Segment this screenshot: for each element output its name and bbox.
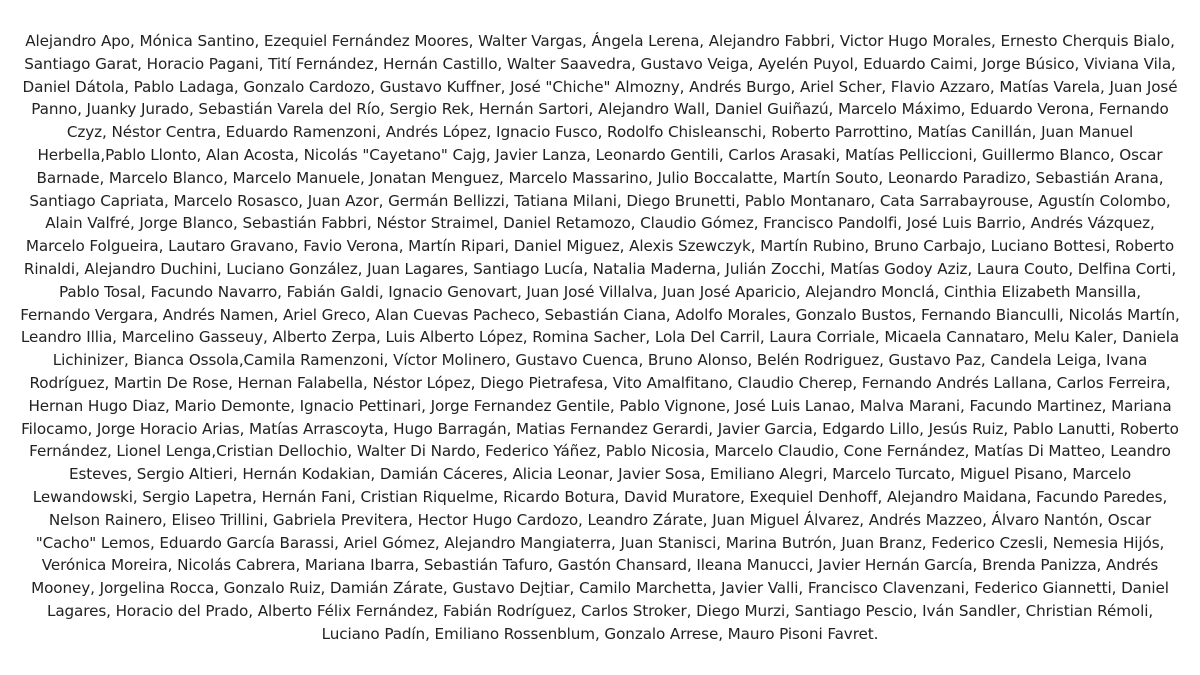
signatories-list: Alejandro Apo, Mónica Santino, Ezequiel Fernández Moores, Walter Vargas, Ángela Lerena, Alejandro Fabbri, Victor Hugo Morales, Ernesto Cherquis Bialo, Santiago Garat, Horacio Pagani, Tití Fernández, Hernán Castillo, Walter Saavedra, Gustavo Veiga, Ayelén Puyol, Eduardo Caimi, Jorge Búsico, Viviana Vila, Daniel Dátola, Pablo Ladaga, Gonzalo Cardozo, Gustavo Kuffner, José "Chiche" Almozny, Andrés Burgo, Ariel Scher, Flavio Azzaro, Matías Varela, Juan José Panno, Juanky Jurado, Sebastián Varela del Río, Sergio Rek, Hernán Sartori, Alejandro Wall, Daniel Guiñazú, Marcelo Máximo, Eduardo Verona, Fernando Czyz, Néstor Centra, Eduardo Ramenzoni, Andrés López, Ignacio Fusco, Rodolfo Chisleanschi, Roberto Parrottino, Matías Canillán, Juan Manuel Herbella,Pablo Llonto, Alan Acosta, Nicolás "Cayetano" Cajg, Javier Lanza, Leonardo Gentili, Carlos Arasaki, Matías Pelliccioni, Guillermo Blanco, Oscar Barnade, Marcelo Blanco, Marcelo Manuele, Jonatan Menguez, Marcelo Massarino, Julio Boccalatte, Martín Souto, Leonardo Paradizo, Sebastián Arana, Santiago Capriata, Marcelo Rosasco, Juan Azor, Germán Bellizzi, Tatiana Milani, Diego Brunetti, Pablo Montanaro, Cata Sarrabayrouse, Agustín Colombo, Alain Valfré, Jorge Blanco, Sebastián Fabbri, Néstor Straimel, Daniel Retamozo, Claudio Gómez, Francisco Pandolfi, José Luis Barrio, Andrés Vázquez, Marcelo Folgueira, Lautaro Gravano, Favio Verona, Martín Ripari, Daniel Miguez, Alexis Szewczyk, Martín Rubino, Bruno Carbajo, Luciano Bottesi, Roberto Rinaldi, Alejandro Duchini, Luciano González, Juan Lagares, Santiago Lucía, Natalia Maderna, Julián Zocchi, Matías Godoy Aziz, Laura Couto, Delfina Corti, Pablo Tosal, Facundo Navarro, Fabián Galdi, Ignacio Genovart, Juan José Villalva, Juan José Aparicio, Alejandro Monclá, Cinthia Elizabeth Mansilla, Fernando Vergara, Andrés Namen, Ariel Greco, Alan Cuevas Pacheco, Sebastián Ciana, Adolfo Morales, Gonzalo Bustos, Fernando Bianculli, Nicolás Martín, Leandro Illia, Marcelino Gasseuy, Alberto Zerpa, Luis Alberto López, Romina Sacher, Lola Del Carril, Laura Corriale, Micaela Cannataro, Melu Kaler, Daniela Lichinizer, Bianca Ossola,Camila Ramenzoni, Víctor Molinero, Gustavo Cuenca, Bruno Alonso, Belén Rodriguez, Gustavo Paz, Candela Leiga, Ivana Rodríguez, Martin De Rose, Hernan Falabella, Néstor López, Diego Pietrafesa, Vito Amalfitano, Claudio Cherep, Fernando Andrés Lallana, Carlos Ferreira, Hernan Hugo Diaz, Mario Demonte, Ignacio Pettinari, Jorge Fernandez Gentile, Pablo Vignone, José Luis Lanao, Malva Marani, Facundo Martinez, Mariana Filocamo, Jorge Horacio Arias, Matías Arrascoyta, Hugo Barragán, Matias Fernandez Gerardi, Javier Garcia, Edgardo Lillo, Jesús Ruiz, Pablo Lanutti, Roberto Fernández, Lionel Lenga,Cristian Dellochio, Walter Di Nardo, Federico Yáñez, Pablo Nicosia, Marcelo Claudio, Cone Fernández, Matías Di Matteo, Leandro Esteves, Sergio Altieri, Hernán Kodakian, Damián Cáceres, Alicia Leonar, Javier Sosa, Emiliano Alegri, Marcelo Turcato, Miguel Pisano, Marcelo Lewandowski, Sergio Lapetra, Hernán Fani, Cristian Riquelme, Ricardo Botura, David Muratore, Exequiel Denhoff, Alejandro Maidana, Facundo Paredes, Nelson Rainero, Eliseo Trillini, Gabriela Previtera, Hector Hugo Cardozo, Leandro Zárate, Juan Miguel Álvarez, Andrés Mazzeo, Álvaro Nantón, Oscar "Cacho" Lemos, Eduardo García Barassi, Ariel Gómez, Alejandro Mangiaterra, Juan Stanisci, Marina Butrón, Juan Branz, Federico Czesli, Nemesia Hijós, Verónica Moreira, Nicolás Cabrera, Mariana Ibarra, Sebastián Tafuro, Gastón Chansard, Ileana Manucci, Javier Hernán García, Brenda Panizza, Andrés Mooney, Jorgelina Rocca, Gonzalo Ruiz, Damián Zárate, Gustavo Dejtiar, Camilo Marchetta, Javier Valli, Francisco Clavenzani, Federico Giannetti, Daniel Lagares, Horacio del Prado, Alberto Félix Fernández, Fabián Rodríguez, Carlos Stroker, Diego Murzi, Santiago Pescio, Iván Sandler, Christian Rémoli, Luciano Padín, Emiliano Rossenblum, Gonzalo Arrese, Mauro Pisoni Favret. bbox=[20, 32, 1180, 643]
